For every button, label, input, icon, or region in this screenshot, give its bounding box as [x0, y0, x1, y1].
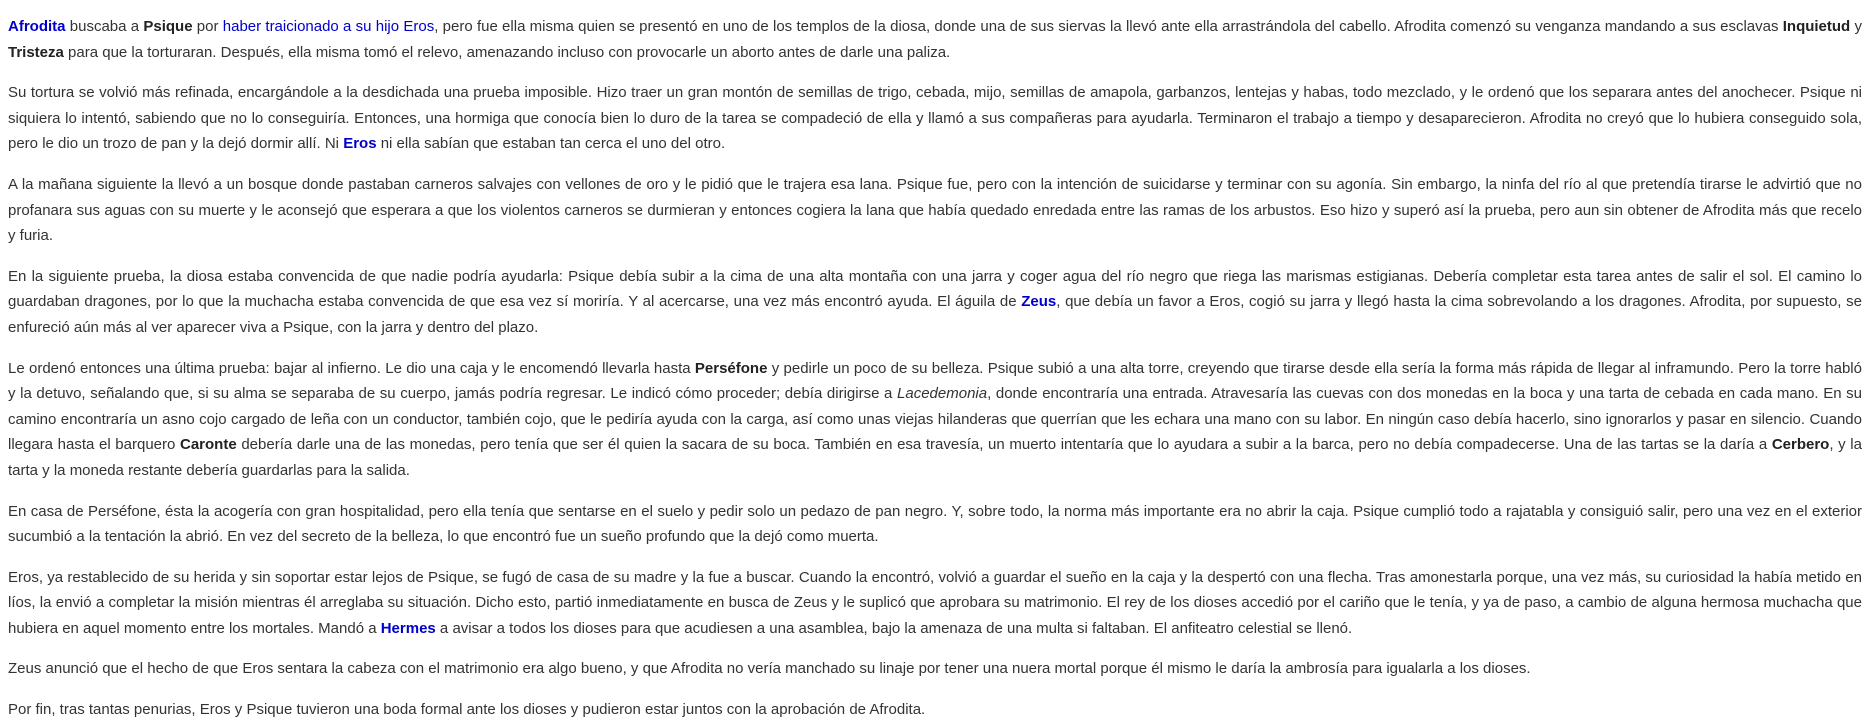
link-afrodita[interactable]: Afrodita	[8, 18, 66, 35]
name-inquietud: Inquietud	[1782, 18, 1851, 35]
paragraph-1: Afrodita buscaba a Psique por haber traicionado a su hijo Eros, pero fue ella misma quien se presentó en uno de los templos de la diosa, donde una de sus siervas la llevó ante ella arrastrándola del cabello. Afrodita comenzó su venganza mandando a sus esclavas Inquietud y Tristeza para que la torturaran. Después, ella misma tomó el relevo, amenazando incluso con provocarle un aborto antes de darle una paliza.	[8, 18, 1862, 61]
name-tristeza: Tristeza	[8, 43, 64, 61]
paragraph-3: A la mañana siguiente la llevó a un bosque donde pastaban carneros salvajes con vellones de oro y le pidió que le trajera esa lana. Psique fue, pero con la intención de suicidarse y terminar con su agonía. Sin embargo, la ninfa del río al que pretendía tirarse le advirtió que no profanara sus aguas con su muerte y le aconsejó que esperara a que los violentos carneros se durmieran y entonces cogiera la lana que había quedado enredada entre las ramas de los arbustos. Eso hizo y superó así la prueba, pero aun sin obtener de Afrodita más que recelo y furia.	[8, 175, 1862, 245]
link-hermes[interactable]: Hermes	[380, 619, 436, 637]
name-caronte: Caronte	[180, 436, 237, 454]
link-zeus[interactable]: Zeus	[1021, 293, 1057, 311]
link-eros-betrayal[interactable]: haber traicionado a su hijo Eros	[222, 18, 435, 35]
paragraph-6: En casa de Perséfone, ésta la acogería con gran hospitalidad, pero ella tenía que sentarse en el suelo y pedir solo un pedazo de pan negro. Y, sobre todo, la norma más importante era no abrir la caja. Psique cumplió todo a rajatabla y consiguió salir, pero una vez en el exterior sucumbió a la tentación la abrió. En vez del secreto de la belleza, lo que encontró fue un sueño profundo que la dejó como muerta.	[8, 502, 1862, 546]
paragraph-8: Zeus anunció que el hecho de que Eros sentara la cabeza con el matrimonio era algo bueno, y que Afrodita no vería manchado su linaje por tener una nuera mortal porque él mismo le daría la ambrosía para igualarla a los dioses.	[8, 660, 1531, 678]
paragraph-7: Eros, ya restablecido de su herida y sin soportar estar lejos de Psique, se fugó de casa de su madre y la fue a buscar. Cuando la encontró, volvió a guardar el sueño en la caja y la despertó con una flecha. Tras amonestarla porque, una vez más, su curiosidad la había metido en líos, la envió a completar la misión mientras él arreglaba su situación. Dicho esto, partió inmediatamente en busca de Zeus y le suplicó que aprobara su matrimonio. El rey de los dioses accedió por el cariño que le tenía, y ya de paso, a cambio de alguna hermosa muchacha que hubiera en aquel momento entre los mortales. Mandó a Hermes a avisar a todos los dioses para que acudiesen a una asamblea, bajo la amenaza de una multa si faltaban. El anfiteatro celestial se llenó.	[8, 568, 1862, 637]
name-persefone: Perséfone	[694, 359, 768, 377]
link-eros[interactable]: Eros	[343, 135, 377, 153]
paragraph-4: En la siguiente prueba, la diosa estaba convencida de que nadie podría ayudarla: Psique debía subir a la cima de una alta montaña con una jarra y coger agua del río negro que riega las marismas estigianas. Debería completar esta tarea antes de salir el sol. El camino lo guardaban dragones, por lo que la muchacha estaba convencida de que esa vez sí moriría. Y al acercarse, una vez más encontró ayuda. El águila de Zeus, que debía un favor a Eros, cogió su jarra y llegó hasta la cima sobrevolando a los dragones. Afrodita, por supuesto, se enfureció aún más al ver aparecer viva a Psique, con la jarra y dentro del plazo.	[8, 267, 1862, 336]
paragraph-9: Por fin, tras tantas penurias, Eros y Psique tuvieron una boda formal ante los dioses y pudieron estar juntos con la aprobación de Afrodita.	[8, 701, 926, 719]
name-cerbero: Cerbero	[1771, 436, 1830, 454]
name-psique: Psique	[143, 18, 193, 35]
paragraph-5: Le ordenó entonces una última prueba: bajar al infierno. Le dio una caja y le encomendó llevarla hasta Perséfone y pedirle un poco de su belleza. Psique subió a una alta torre, creyendo que tirarse desde ella sería la forma más rápida de llegar al inframundo. Pero la torre habló y la detuvo, señalando que, si su alma se separaba de su cuerpo, jamás podría regresar. Le indicó cómo proceder; debía dirigirse a Lacedemonia, donde encontraría una entrada. Atravesaría las cuevas con dos monedas en la boca y una tarta de cebada en cada mano. En su camino encontraría un asno cojo cargado de leña con un conductor, también cojo, que le pediría ayuda con la carga, así como unas viejas hilanderas que querrían que les echara una mano con su labor. En ningún caso debía hacerlo, sino ignorarlos y pasar en silencio. Cuando llegara hasta el barquero Caronte debería darle una de las monedas, pero tenía que ser él quien la sacara de su boca. También en esa travesía, un muerto intentaría que lo ayudara a subir a la barca, pero no debía compadecerse. Una de las tartas se la daría a Cerbero, y la tarta y la moneda restante debería guardarlas para la salida.	[8, 359, 1862, 479]
paragraph-2: Su tortura se volvió más refinada, encargándole a la desdichada una prueba imposible. Hizo traer un gran montón de semillas de trigo, cebada, mijo, semillas de amapola, garbanzos, lentejas y habas, todo mezclado, y le ordenó que los separara antes del anochecer. Psique ni siquiera lo intentó, sabiendo que no lo conseguiría. Entonces, una hormiga que conocía bien lo duro de la tarea se compadeció de ella y llamó a sus compañeras para ayudarla. Terminaron el trabajo a tiempo y desaparecieron. Afrodita no creyó que lo hubiera conseguido sola, pero le dio un trozo de pan y la dejó dormir allí. Ni Eros ni ella sabían que estaban tan cerca el uno del otro.	[8, 84, 1862, 153]
place-lacedemonia: Lacedemonia	[897, 385, 988, 403]
